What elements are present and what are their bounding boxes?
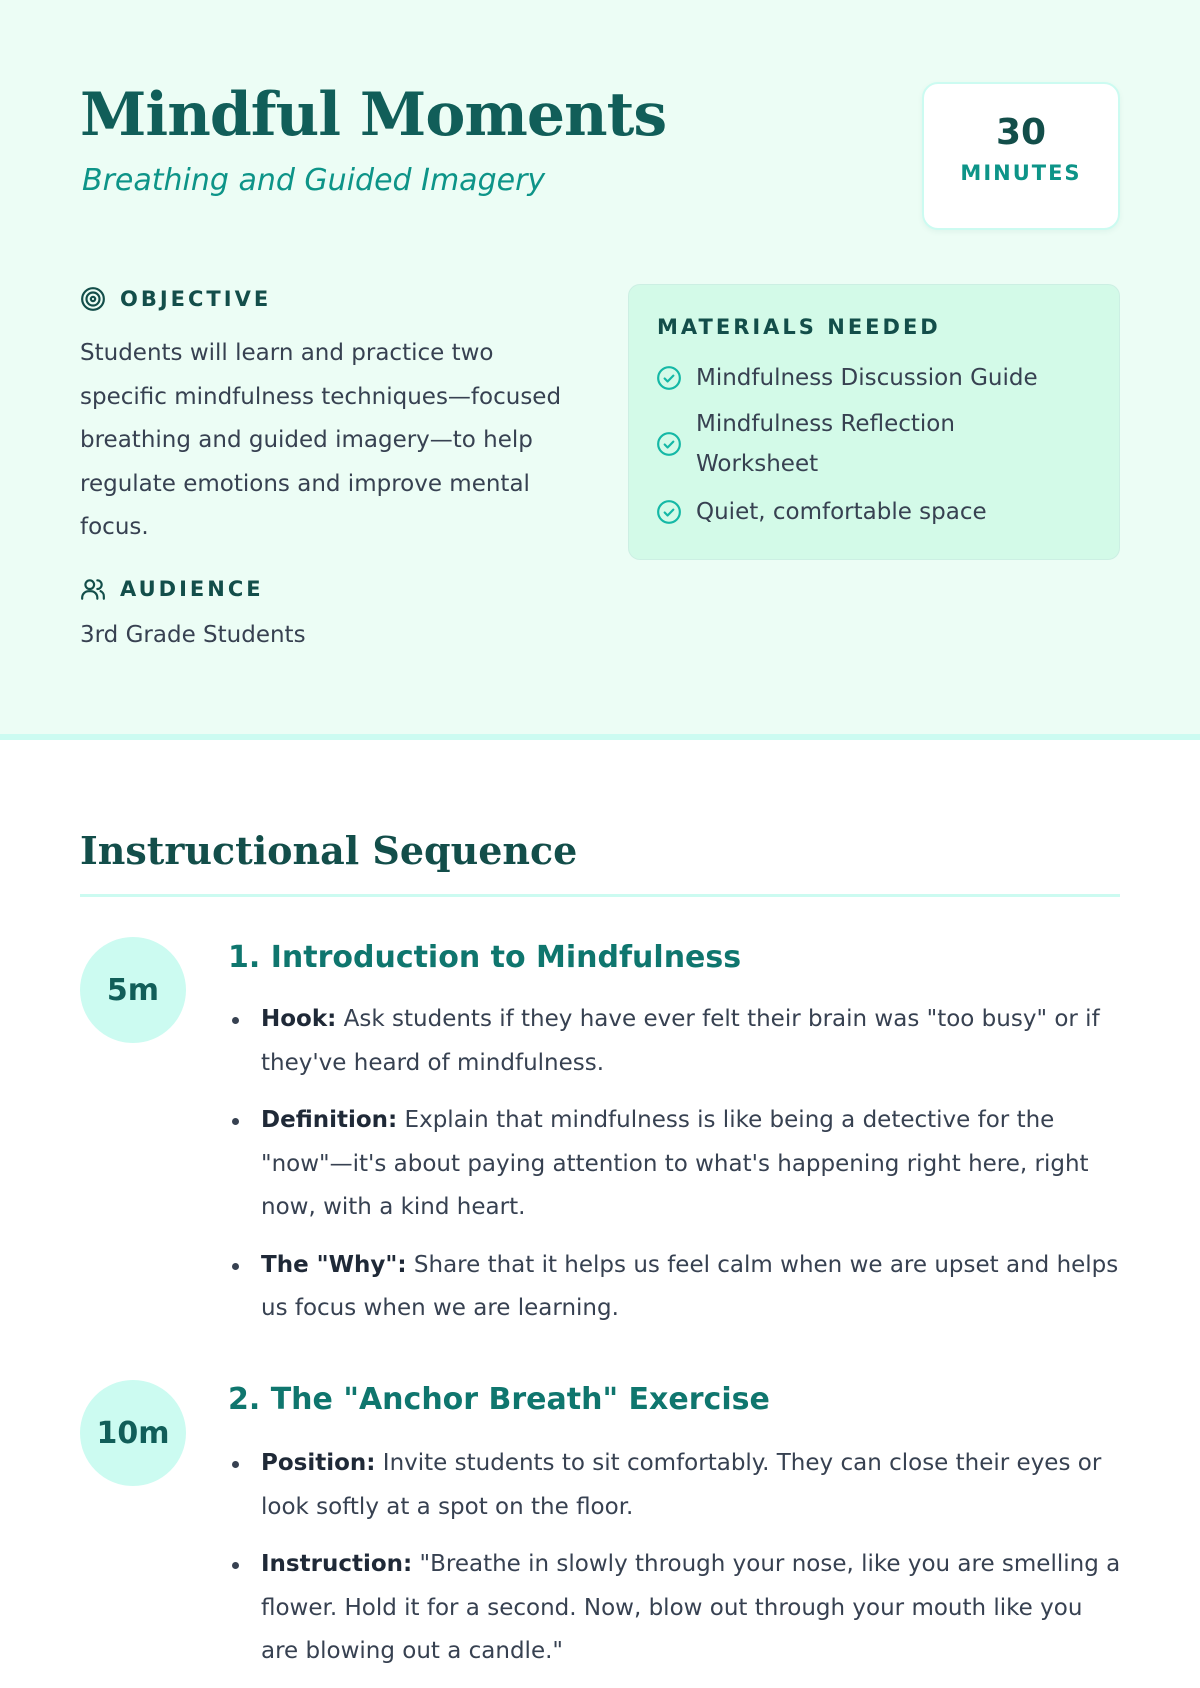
check-circle-icon bbox=[656, 431, 682, 457]
materials-item bbox=[656, 358, 1096, 398]
duration-card bbox=[922, 82, 1120, 230]
list-item bbox=[228, 1244, 1122, 1331]
list-item bbox=[228, 998, 1122, 1085]
lesson-title: Mindful Moments bbox=[80, 80, 667, 150]
list-item bbox=[228, 1543, 1122, 1674]
check-circle-icon bbox=[656, 499, 682, 525]
bullet-label: Hook: bbox=[261, 1006, 337, 1032]
objective-label-text: OBJECTIVE bbox=[120, 287, 272, 311]
users-icon bbox=[80, 576, 106, 602]
step-time-badge: 10m bbox=[80, 1380, 186, 1486]
materials-item-text: Mindfulness Discussion Guide bbox=[696, 365, 1038, 391]
step-time-badge: 5m bbox=[80, 937, 186, 1043]
step-title: 1. Introduction to Mindfulness bbox=[228, 940, 742, 975]
bullet-label: The "Why": bbox=[261, 1251, 407, 1278]
materials-item-text: Quiet, comfortable space bbox=[696, 499, 987, 525]
bullet-label: Instruction: bbox=[261, 1551, 413, 1577]
target-icon bbox=[80, 286, 106, 312]
bullet-text: Ask students if they have ever felt their brain was "too busy" or if they've heard of mindfulness. bbox=[261, 1006, 1100, 1076]
materials-title: MATERIALS NEEDED bbox=[657, 315, 941, 339]
materials-item-text: Mindfulness Reflection Worksheet bbox=[696, 411, 955, 477]
step-title: 2. The "Anchor Breath" Exercise bbox=[228, 1382, 770, 1417]
bullet-text: Share that it helps us feel calm when we are upset and helps us focus when we are learning. bbox=[261, 1251, 1119, 1321]
section-title: Instructional Sequence bbox=[80, 828, 578, 873]
list-item bbox=[228, 1099, 1122, 1230]
step-bullet-list bbox=[228, 1442, 1122, 1688]
lesson-subtitle: Breathing and Guided Imagery bbox=[82, 163, 546, 198]
materials-item bbox=[656, 404, 1016, 484]
audience-label bbox=[80, 576, 264, 602]
lesson-header bbox=[0, 0, 1200, 740]
materials-item bbox=[656, 492, 1096, 532]
bullet-text: Invite students to sit comfortably. They can close their eyes or look softly at a spot on the floor. bbox=[261, 1450, 1102, 1520]
audience-label-text: AUDIENCE bbox=[120, 577, 264, 601]
section-divider bbox=[80, 894, 1120, 897]
bullet-label: Definition: bbox=[261, 1107, 398, 1133]
check-circle-icon bbox=[656, 365, 682, 391]
objective-text: Students will learn and practice two specific mindfulness techniques—focused breathing and guided imagery—to help regulate emotions and improve mental focus. bbox=[80, 340, 562, 540]
list-item bbox=[228, 1442, 1122, 1529]
audience-text: 3rd Grade Students bbox=[80, 622, 306, 648]
bullet-text: "Breathe in slowly through your nose, like you are smelling a flower. Hold it for a second. Now, blow out through your mouth like you are blowing out a candle." bbox=[261, 1551, 1121, 1664]
duration-value: 30 bbox=[995, 112, 1047, 153]
duration-unit: MINUTES bbox=[960, 161, 1082, 185]
step-bullet-list bbox=[228, 998, 1122, 1345]
objective-label bbox=[80, 286, 271, 312]
bullet-label: Position: bbox=[261, 1450, 376, 1476]
bullet-text: Explain that mindfulness is like being a detective for the "now"—it's about paying attention to what's happening right here, right now, with a kind heart. bbox=[261, 1107, 1089, 1220]
